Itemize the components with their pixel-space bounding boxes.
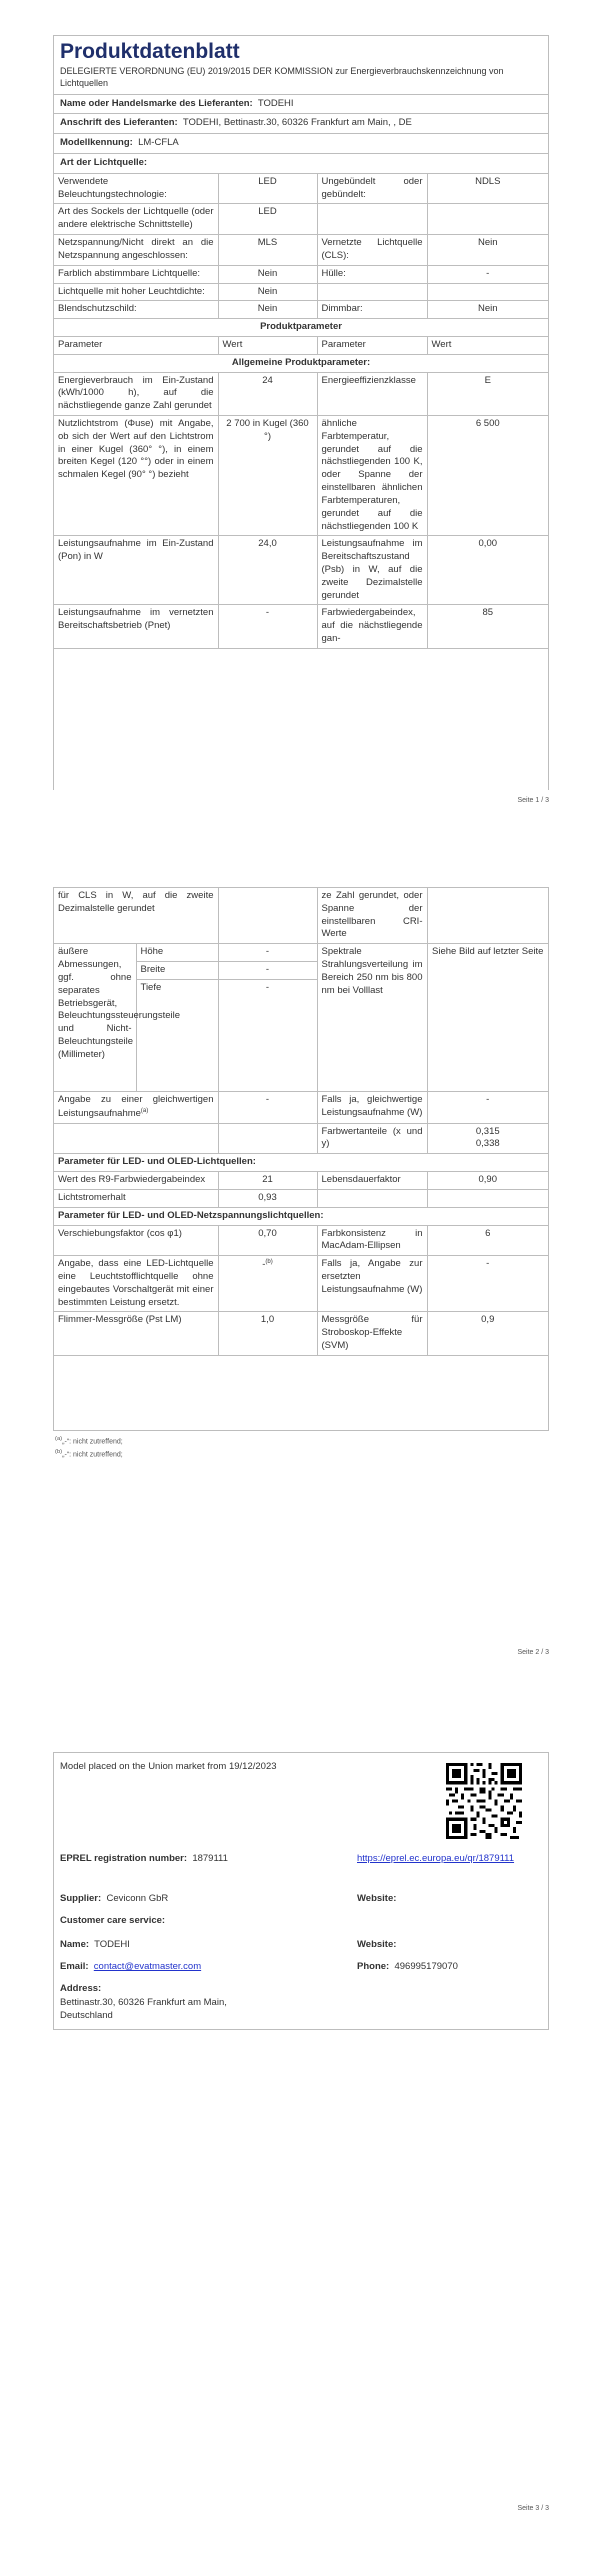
lumen-maintenance-value: 0,93 xyxy=(218,1189,317,1207)
stroboscopic-label: Messgröße für Stroboskop-Effekte (SVM) xyxy=(317,1312,427,1355)
table-row xyxy=(54,1172,548,1190)
chromaticity-label: Farbwertanteile (x und y) xyxy=(317,1123,427,1154)
param-value: E xyxy=(427,372,548,415)
param-value: - xyxy=(427,265,548,283)
param-value: LED xyxy=(218,174,317,204)
dimension-width-value: - xyxy=(218,962,317,980)
eprel-row xyxy=(60,1853,228,1866)
lumen-maintenance-label: Lichtstromerhalt xyxy=(54,1189,218,1207)
table-row xyxy=(54,605,548,648)
care-email-row xyxy=(60,1961,201,1974)
power-factor-value: 0,70 xyxy=(218,1225,317,1256)
care-phone-value: 496995179070 xyxy=(394,1961,458,1972)
param-value: Nein xyxy=(427,235,548,266)
light-source-table xyxy=(54,174,548,319)
care-name-value: TODEHI xyxy=(94,1939,130,1950)
supplier-row xyxy=(60,1893,168,1906)
table-row xyxy=(54,204,548,235)
care-website-label: Website: xyxy=(357,1939,397,1950)
model-row xyxy=(54,134,548,154)
table-row xyxy=(54,1123,548,1154)
table-row xyxy=(54,301,548,319)
param-label: Nutzlichtstrom (Φuse) mit Angabe, ob sich der Wert auf den Lichtstrom in einer Kugel (360° °), in einem breiten Kegel (120 °°) oder in einem schmalen Kegel (90° °) bezieht xyxy=(54,416,218,536)
table-row xyxy=(54,536,548,605)
survival-factor-value: 0,90 xyxy=(427,1172,548,1190)
column-header-value: Wert xyxy=(427,336,548,354)
care-email-link[interactable]: contact@evatmaster.com xyxy=(93,1961,202,1972)
table-row xyxy=(54,1312,548,1355)
param-value: 24,0 xyxy=(218,536,317,605)
param-label: Blendschutzschild: xyxy=(54,301,218,319)
param-label xyxy=(317,283,427,301)
footnote-ref-b: (b) xyxy=(265,1259,273,1266)
param-label: Energieeffizienzklasse xyxy=(317,372,427,415)
param-value: Nein xyxy=(218,301,317,319)
footnote-ref-a: (a) xyxy=(140,1107,149,1114)
chromaticity-value: 0,315 0,338 xyxy=(427,1123,548,1154)
general-params-header: Allgemeine Produktparameter: xyxy=(54,354,548,372)
param-label: Vernetzte Lichtquelle (CLS): xyxy=(317,235,427,266)
table-row xyxy=(54,1189,548,1207)
dimension-width-label: Breite xyxy=(136,962,218,980)
model-label: Modellkennung: xyxy=(60,137,133,149)
replacement-yes-label: Falls ja, Angabe zur ersetzten Leistungsaufnahme (W) xyxy=(317,1256,427,1312)
param-label: Verwendete Beleuchtungstechnologie: xyxy=(54,174,218,204)
model-value: LM-CFLA xyxy=(138,137,179,149)
equivalent-yes-label: Falls ja, gleichwertige Leistungsaufnahme (W) xyxy=(317,1091,427,1123)
param-label: Leistungsaufnahme im Ein-Zustand (Pon) in W xyxy=(54,536,218,605)
replacement-value: -$^{(b)}$ xyxy=(218,1256,317,1312)
supplier-value: Ceviconn GbR xyxy=(106,1893,169,1904)
replacement-label: Angabe, dass eine LED-Lichtquelle eine Leuchtstofflichtquelle ohne eingebautes Vorschaltgerät mit einer bestimmten Leistung ersetzt. xyxy=(54,1256,218,1312)
page-number: Seite 2 / 3 xyxy=(517,1649,549,1656)
param-value: 0,00 xyxy=(427,536,548,605)
supplier-label: Supplier: xyxy=(60,1893,102,1904)
param-value: Nein xyxy=(218,283,317,301)
param-label: Farbwiedergabeindex, auf die nächstliegende gan- xyxy=(317,605,427,648)
supplier-row xyxy=(54,95,548,115)
page-1 xyxy=(0,0,603,853)
equivalent-power-value: - xyxy=(218,1091,317,1123)
page-title: Produktdatenblatt xyxy=(60,40,240,63)
page-2 xyxy=(0,853,603,1706)
equivalent-yes-value: - xyxy=(427,1091,548,1123)
r9-label: Wert des R9-Farbwiedergabeindex xyxy=(54,1172,218,1190)
eprel-label: EPREL registration number: xyxy=(60,1853,188,1864)
customer-care-label: Customer care service: xyxy=(60,1915,166,1926)
param-label: Dimmbar: xyxy=(317,301,427,319)
page-3 xyxy=(0,1706,603,2560)
table-row xyxy=(54,235,548,266)
dimension-height-label: Höhe xyxy=(136,944,218,962)
table-row xyxy=(54,372,548,415)
datasheet-frame-page-1 xyxy=(53,35,549,790)
table-row xyxy=(54,1091,548,1123)
equivalent-power-label: Angabe zu einer gleichwertigen Leistungsaufnahme$^{(a)}$ xyxy=(54,1091,218,1123)
param-label: Netzspannung/Nicht direkt an die Netzspannung angeschlossen: xyxy=(54,235,218,266)
parameter-table-continued xyxy=(54,888,548,1356)
cls-power-label-cont: für CLS in W, auf die zweite Dezimalstelle gerundet xyxy=(54,888,218,944)
param-label: Lichtquelle mit hoher Leuchtdichte: xyxy=(54,283,218,301)
param-value: - xyxy=(218,605,317,648)
param-value: LED xyxy=(218,204,317,235)
column-header-row xyxy=(54,336,548,354)
table-row xyxy=(54,416,548,536)
param-value: Nein xyxy=(427,301,548,319)
param-value: 24 xyxy=(218,372,317,415)
replacement-yes-value: - xyxy=(427,1256,548,1312)
column-header-parameter: Parameter xyxy=(54,336,218,354)
address-row xyxy=(54,114,548,134)
survival-factor-label: Lebensdauerfaktor xyxy=(317,1172,427,1190)
param-value: 2 700 in Kugel (360 °) xyxy=(218,416,317,536)
param-value xyxy=(427,204,548,235)
param-value: NDLS xyxy=(427,174,548,204)
table-row xyxy=(54,944,548,962)
macadam-label: Farbkonsistenz in MacAdam-Ellipsen xyxy=(317,1225,427,1256)
eprel-link[interactable]: https://eprel.ec.europa.eu/qr/1879111 xyxy=(357,1853,515,1864)
light-type-header: Art der Lichtquelle: xyxy=(54,154,548,174)
spectral-value: Siehe Bild auf letzter Seite xyxy=(427,944,548,1092)
website-label: Website: xyxy=(357,1893,397,1904)
table-row xyxy=(54,1225,548,1256)
dimensions-label: äußere Abmessungen, ggf. ohne separates Betriebsgerät, Beleuchtungssteuerungsteile und Nicht-Beleuchtungsteile (Millimeter) xyxy=(54,944,136,1092)
footnote-b: $^{(b)}$„-“: nicht zutreffend; xyxy=(55,1448,123,1459)
param-label: Leistungsaufnahme im vernetzten Bereitschaftsbetrieb (Pnet) xyxy=(54,605,218,648)
param-value: Nein xyxy=(218,265,317,283)
param-label: Art des Sockels der Lichtquelle (oder andere elektrische Schnittstelle) xyxy=(54,204,218,235)
footnote-a: $^{(a)}$„-“: nicht zutreffend; xyxy=(55,1436,123,1446)
table-row xyxy=(54,1256,548,1312)
param-value: 85 xyxy=(427,605,548,648)
footnotes xyxy=(55,1435,123,1461)
spectral-label: Spektrale Strahlungsverteilung im Bereich 250 nm bis 800 nm bei Volllast xyxy=(317,944,427,1092)
market-placement-text: Model placed on the Union market from 19/12/2023 xyxy=(60,1761,277,1772)
mains-section-header: Parameter für LED- und OLED-Netzspannungslichtquellen: xyxy=(54,1207,548,1225)
page-number: Seite 3 / 3 xyxy=(517,2505,549,2512)
flicker-label: Flimmer-Messgröße (Pst LM) xyxy=(54,1312,218,1355)
qr-code-icon[interactable] xyxy=(446,1763,522,1839)
regulation-subtitle: DELEGIERTE VERORDNUNG (EU) 2019/2015 DER KOMMISSION zur Energieverbrauchskennzeichnung von Lichtquellen xyxy=(54,64,548,94)
param-label xyxy=(317,204,427,235)
care-phone-row xyxy=(357,1961,458,1974)
care-phone-label: Phone: xyxy=(357,1961,390,1972)
product-params-header-row xyxy=(54,319,548,336)
led-section-row xyxy=(54,1154,548,1172)
table-row xyxy=(54,888,548,944)
care-name-row xyxy=(60,1939,130,1952)
supplier-value: TODEHI xyxy=(257,97,294,109)
eprel-value: 1879111 xyxy=(192,1853,228,1864)
dimension-depth-label: Tiefe xyxy=(136,979,218,1091)
column-header-parameter: Parameter xyxy=(317,336,427,354)
mains-section-row xyxy=(54,1207,548,1225)
r9-value: 21 xyxy=(218,1172,317,1190)
dimension-height-value: - xyxy=(218,944,317,962)
param-label: Hülle: xyxy=(317,265,427,283)
cri-label-cont: ze Zahl gerundet, oder Spanne der einstellbaren CRI-Werte xyxy=(317,888,427,944)
param-label: ähnliche Farbtemperatur, gerundet auf die nächstliegenden 100 K, oder Spanne der einstellbaren ähnlichen Farbtemperaturen, gerundet auf die nächstliegenden 100 K xyxy=(317,416,427,536)
general-params-header-row xyxy=(54,354,548,372)
param-label: Farblich abstimmbare Lichtquelle: xyxy=(54,265,218,283)
param-label: Leistungsaufnahme im Bereitschaftszustand (Psb) in W, auf die zweite Dezimalstelle gerundet xyxy=(317,536,427,605)
flicker-value: 1,0 xyxy=(218,1312,317,1355)
table-row xyxy=(54,283,548,301)
address-value: TODEHI, Bettinastr.30, 60326 Frankfurt am Main, , DE xyxy=(182,117,412,129)
table-row xyxy=(54,174,548,204)
stroboscopic-value: 0,9 xyxy=(427,1312,548,1355)
table-row xyxy=(54,265,548,283)
care-address-label: Address: xyxy=(60,1983,102,1994)
param-value: 6 500 xyxy=(427,416,548,536)
param-label: Ungebündelt oder gebündelt: xyxy=(317,174,427,204)
power-factor-label: Verschiebungsfaktor (cos φ1) xyxy=(54,1225,218,1256)
param-label: Energieverbrauch im Ein-Zustand (kWh/1000 h), auf die nächstliegende ganze Zahl gerundet xyxy=(54,372,218,415)
product-parameter-table xyxy=(54,319,548,649)
supplier-label: Name oder Handelsmarke des Lieferanten: xyxy=(60,97,253,109)
product-params-header: Produktparameter xyxy=(54,319,548,336)
datasheet-frame-page-2 xyxy=(53,887,549,1431)
param-value: MLS xyxy=(218,235,317,266)
address-label: Anschrift des Lieferanten: xyxy=(60,117,178,129)
care-email-label: Email: xyxy=(60,1961,89,1972)
led-section-header: Parameter für LED- und OLED-Lichtquellen: xyxy=(54,1154,548,1172)
care-address-value: Bettinastr.30, 60326 Frankfurt am Main, Deutschland xyxy=(60,1997,227,2021)
column-header-value: Wert xyxy=(218,336,317,354)
care-name-label: Name: xyxy=(60,1939,90,1950)
param-value xyxy=(427,283,548,301)
page-number: Seite 1 / 3 xyxy=(517,797,549,804)
dimension-depth-value: - xyxy=(218,979,317,1091)
macadam-value: 6 xyxy=(427,1225,548,1256)
eprel-info-frame xyxy=(53,1752,549,2030)
